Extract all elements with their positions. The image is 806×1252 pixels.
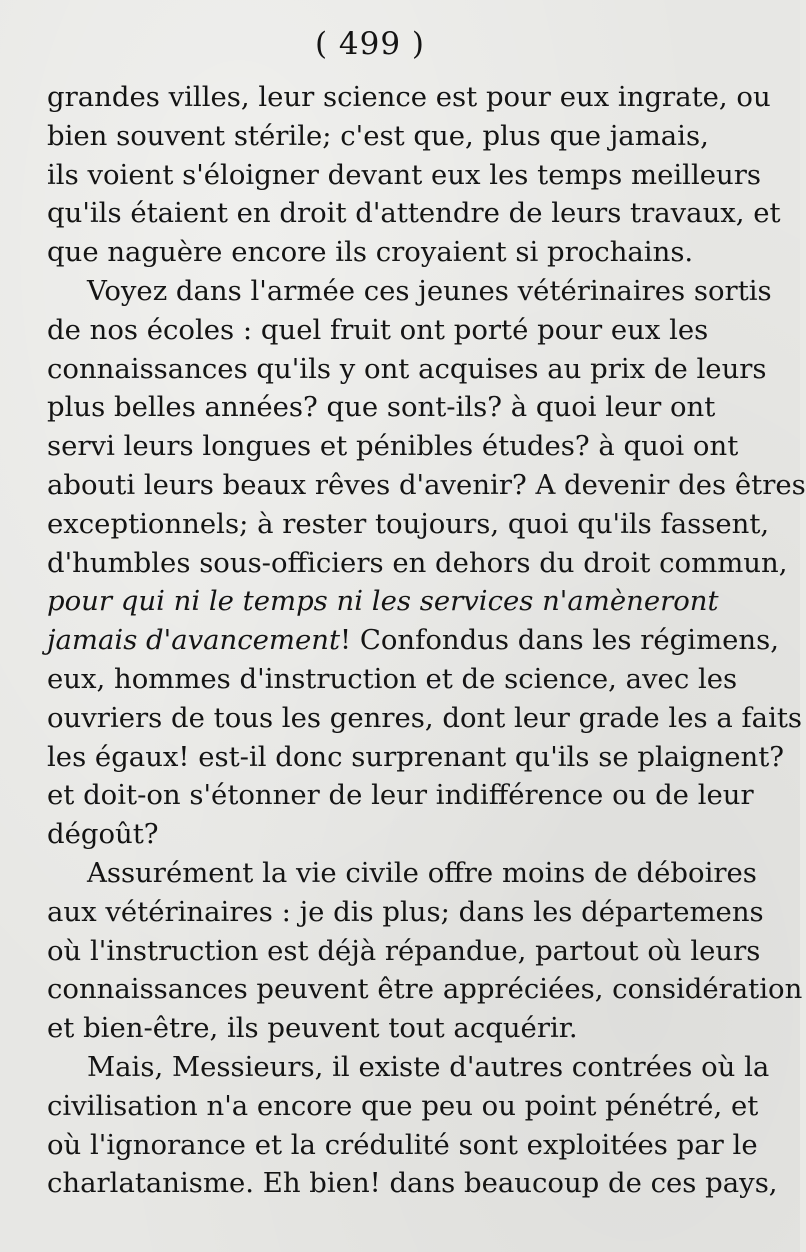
- text-line: les égaux! est-il donc surprenant qu'ils se plaignent?: [47, 740, 785, 773]
- italic-text-line: pour qui ni le temps ni les services n'amèneront: [47, 585, 719, 618]
- text-line: qu'ils étaient en droit d'attendre de leurs travaux, et: [47, 197, 781, 230]
- text-line: connaissances qu'ils y ont acquises au prix de leurs: [47, 352, 767, 385]
- text-line: exceptionnels; à rester toujours, quoi qu'ils fassent,: [47, 507, 770, 540]
- text-line: aux vétérinaires : je dis plus; dans les départemens: [47, 895, 764, 928]
- paragraph-start-line: Assurément la vie civile offre moins de déboires: [87, 856, 757, 889]
- text-line: où l'instruction est déjà répandue, partout où leurs: [47, 934, 761, 967]
- text-line: plus belles années? que sont-ils? à quoi leur ont: [47, 391, 716, 424]
- text-line: que naguère encore ils croyaient si prochains.: [47, 236, 694, 269]
- text-line: bien souvent stérile; c'est que, plus que jamais,: [47, 119, 709, 152]
- text-line: connaissances peuvent être appréciées, considération: [47, 973, 803, 1006]
- page-number: ( 499 ): [314, 26, 426, 62]
- text-line: eux, hommes d'instruction et de science, avec les: [47, 662, 738, 695]
- text-fragment: ! Confondus dans les régimens,: [340, 624, 779, 657]
- body-text: [47, 78, 806, 1203]
- paragraph-start-line: Mais, Messieurs, il existe d'autres contrées où la: [87, 1050, 770, 1083]
- text-line: où l'ignorance et la crédulité sont exploitées par le: [47, 1128, 758, 1161]
- text-line: et bien-être, ils peuvent tout acquérir.: [47, 1012, 578, 1045]
- text-line: charlatanisme. Eh bien! dans beaucoup de ces pays,: [47, 1167, 778, 1200]
- text-line: grandes villes, leur science est pour eux ingrate, ou: [47, 81, 771, 113]
- text-line: ils voient s'éloigner devant eux les temps meilleurs: [47, 158, 761, 191]
- mixed-text-line: [47, 621, 779, 660]
- text-line: servi leurs longues et pénibles études? à quoi ont: [47, 430, 739, 463]
- paragraph-start-line: Voyez dans l'armée ces jeunes vétérinaires sortis: [87, 274, 772, 307]
- italic-fragment: jamais d'avancement: [47, 624, 341, 657]
- text-line: abouti leurs beaux rêves d'avenir? A devenir des êtres: [47, 468, 806, 501]
- text-line: civilisation n'a encore que peu ou point pénétré, et: [47, 1089, 759, 1122]
- text-line: de nos écoles : quel fruit ont porté pour eux les: [47, 313, 709, 346]
- text-line: et doit-on s'étonner de leur indifférence ou de leur: [47, 779, 754, 812]
- text-line: d'humbles sous-officiers en dehors du droit commun,: [47, 546, 788, 579]
- text-line: dégoût?: [47, 818, 159, 851]
- text-line: ouvriers de tous les genres, dont leur grade les a faits: [47, 701, 803, 734]
